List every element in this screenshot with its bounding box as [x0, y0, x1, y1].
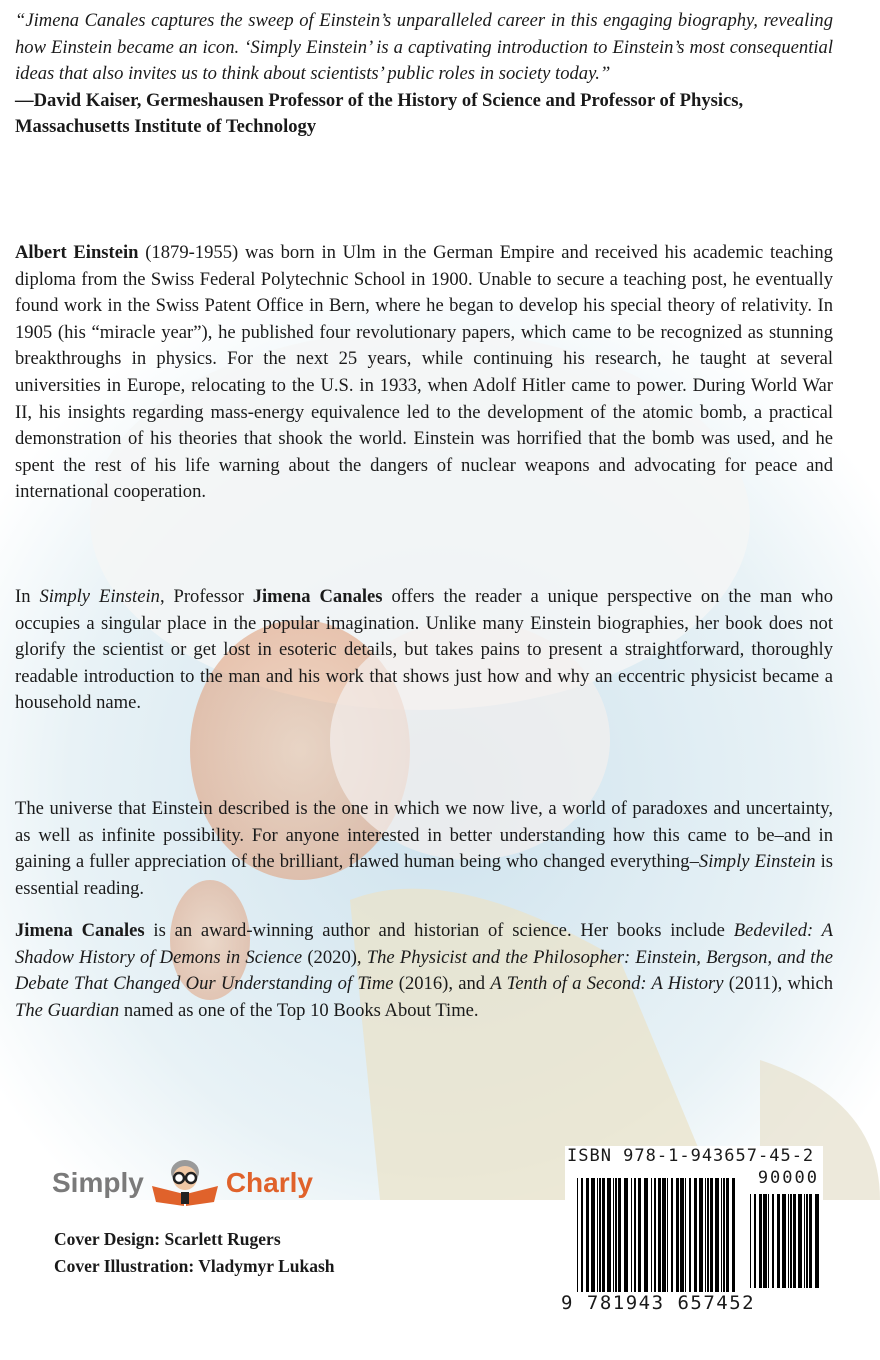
closing-paragraph	[15, 796, 833, 902]
barcode-bar	[705, 1178, 706, 1306]
barcode-bar	[581, 1178, 583, 1306]
barcode-bar	[694, 1178, 697, 1306]
barcode-bar	[613, 1178, 614, 1306]
barcode-bar	[654, 1178, 656, 1306]
barcode-bar	[710, 1178, 713, 1306]
barcode-bar	[782, 1194, 786, 1288]
barcode-bar	[793, 1194, 796, 1288]
author-bio-paragraph	[15, 918, 833, 1024]
text-run: named as one of the Top 10 Books About Time.	[119, 999, 479, 1021]
italic-title: Simply Einstein	[698, 851, 816, 873]
isbn-barcode	[561, 1146, 823, 1318]
bold-name: Jimena Canales	[252, 586, 383, 607]
text-run: , Professor	[159, 586, 253, 607]
barcode-bar	[815, 1194, 819, 1288]
barcode-bar	[715, 1178, 719, 1306]
barcode-bar	[732, 1178, 735, 1306]
barcode-bar	[754, 1194, 756, 1288]
text-run: (2011), which	[723, 973, 833, 995]
barcode-bar	[685, 1178, 686, 1306]
barcode-bar	[788, 1194, 789, 1288]
barcode-bar	[804, 1194, 805, 1288]
barcode-bar	[591, 1178, 595, 1306]
ean-digits: 781943 657452	[586, 1292, 756, 1314]
barcode-bar	[597, 1178, 598, 1306]
text-run: (2020),	[302, 946, 367, 968]
barcode-bar	[723, 1178, 725, 1306]
barcode-bar	[662, 1178, 666, 1306]
publisher-logo	[52, 1158, 313, 1208]
barcode-bar	[638, 1178, 641, 1306]
barcode-bar	[586, 1178, 589, 1306]
quote-text: “Jimena Canales captures the sweep of Einstein’s unparalleled career in this engaging biography, revealing how Einstein became an icon. ‘Simply Einstein’ is a captivating introduction to Einstein’s most consequential ideas that also invites us to think about scientists’ public roles in society today.”	[15, 10, 833, 85]
barcode-bar	[750, 1194, 751, 1288]
barcode-bar	[798, 1194, 802, 1288]
barcode-bar	[624, 1178, 628, 1306]
barcode-bar	[607, 1178, 611, 1306]
endorsement-quote	[15, 8, 833, 141]
barcode-bar	[667, 1178, 668, 1306]
text-run: (1879-1955) was born in Ulm in the German Empire and received his academic teaching diploma from the Swiss Federal Polytechnic School in 1900. Unable to secure a teaching post, he eventually found work in the Swiss Patent Office in Bern, where he began to develop his special theory of relativity. In 1905 (his “miracle year”), he published four revolutionary papers, which came to be recognized as stunning breakthroughs in physics. For the next 25 years, while continuing his research, he taught at several universities in Europe, relocating to the U.S. in 1933, when Adolf Hitler came to power. During World War II, his insights regarding mass-energy equivalence led to the development of the atomic bomb, a practical demonstration of his theories that shook the world. Einstein was horrified that the bomb was used, and he spent the rest of his life warning about the dangers of nuclear weapons and advocating for peace and international cooperation.	[15, 242, 833, 503]
barcode-bar	[689, 1178, 691, 1306]
cover-credits	[54, 1226, 335, 1280]
text-run: The universe that Einstein described is the one in which we now live, a world of paradoxes and uncertainty, as well as infinite possibility. For anyone interested in better understanding how this came to be–and in gaining a fuller appreciation of the brilliant, flawed human being who changed everything–	[15, 798, 833, 873]
text-run: is an award-winning author and historian of science. Her books include	[144, 920, 734, 941]
book-description-paragraph	[15, 584, 833, 717]
price-addon-number: 90000	[757, 1168, 819, 1188]
barcode-bar	[671, 1178, 673, 1306]
italic-title: The Physicist and the Philosopher: Einstein, Bergson, and the Debate That Changed Our Understanding of Time	[15, 946, 834, 995]
barcode-bar	[763, 1194, 767, 1288]
barcode-bar	[721, 1178, 722, 1306]
barcode-bar	[634, 1178, 636, 1306]
barcode-bar	[809, 1194, 812, 1288]
cover-illustration-credit: Cover Illustration: Vladymyr Lukash	[54, 1256, 335, 1276]
isbn-text: ISBN 978-1-943657-45-2	[567, 1146, 815, 1166]
barcode-bar	[577, 1178, 578, 1306]
barcode-bar	[631, 1178, 632, 1306]
reading-owl-face-icon	[150, 1158, 220, 1208]
logo-text-simply: Simply	[52, 1167, 144, 1198]
bio-paragraph	[15, 240, 833, 506]
barcode-bar	[658, 1178, 661, 1306]
barcode-bar	[777, 1194, 780, 1288]
barcode-bar	[806, 1194, 808, 1288]
cover-design-credit: Cover Design: Scarlett Rugers	[54, 1229, 281, 1249]
barcode-bar	[772, 1194, 774, 1288]
barcode-bar	[768, 1194, 769, 1288]
text-run: In	[15, 586, 40, 607]
barcode-bar	[676, 1178, 679, 1306]
barcode-bar	[602, 1178, 605, 1306]
barcode-bar	[599, 1178, 601, 1306]
ean-prefix: 9	[561, 1292, 574, 1314]
quote-attribution: —David Kaiser, Germeshausen Professor of the History of Science and Professor of Physics, Massachusetts Institute of Technology	[15, 89, 744, 138]
ean-number	[561, 1292, 755, 1314]
bold-name: Albert Einstein	[15, 242, 139, 263]
barcode-bar	[615, 1178, 617, 1306]
barcode-bar	[618, 1178, 621, 1306]
barcode-bar	[680, 1178, 684, 1306]
barcode-bar	[644, 1178, 648, 1306]
barcode-bar	[790, 1194, 792, 1288]
text-run: is essential reading.	[15, 851, 833, 899]
barcode-bar	[707, 1178, 709, 1306]
logo-text-charly: Charly	[225, 1167, 313, 1198]
italic-title: A Tenth of a Second: A History	[490, 973, 724, 995]
italic-title: Bedeviled: A Shadow History of Demons in Science	[15, 920, 833, 968]
barcode-bar	[759, 1194, 762, 1288]
barcode-bar	[699, 1178, 703, 1306]
italic-title: The Guardian	[15, 999, 120, 1021]
text-run: offers the reader a unique perspective on the man who occupies a singular place in the popular imagination. Unlike many Einstein biographies, her book does not glorify the scientist or get lost in esoteric details, but takes pains to present a straightforward, thoroughly readable introduction to the man and his work that shows just how and why an eccentric physicist became a household name.	[15, 586, 834, 714]
text-run: (2016), and	[393, 973, 491, 995]
barcode-bar	[651, 1178, 652, 1306]
italic-title: Simply Einstein	[39, 586, 160, 607]
bold-name: Jimena Canales	[15, 920, 145, 941]
barcode-bar	[726, 1178, 729, 1306]
